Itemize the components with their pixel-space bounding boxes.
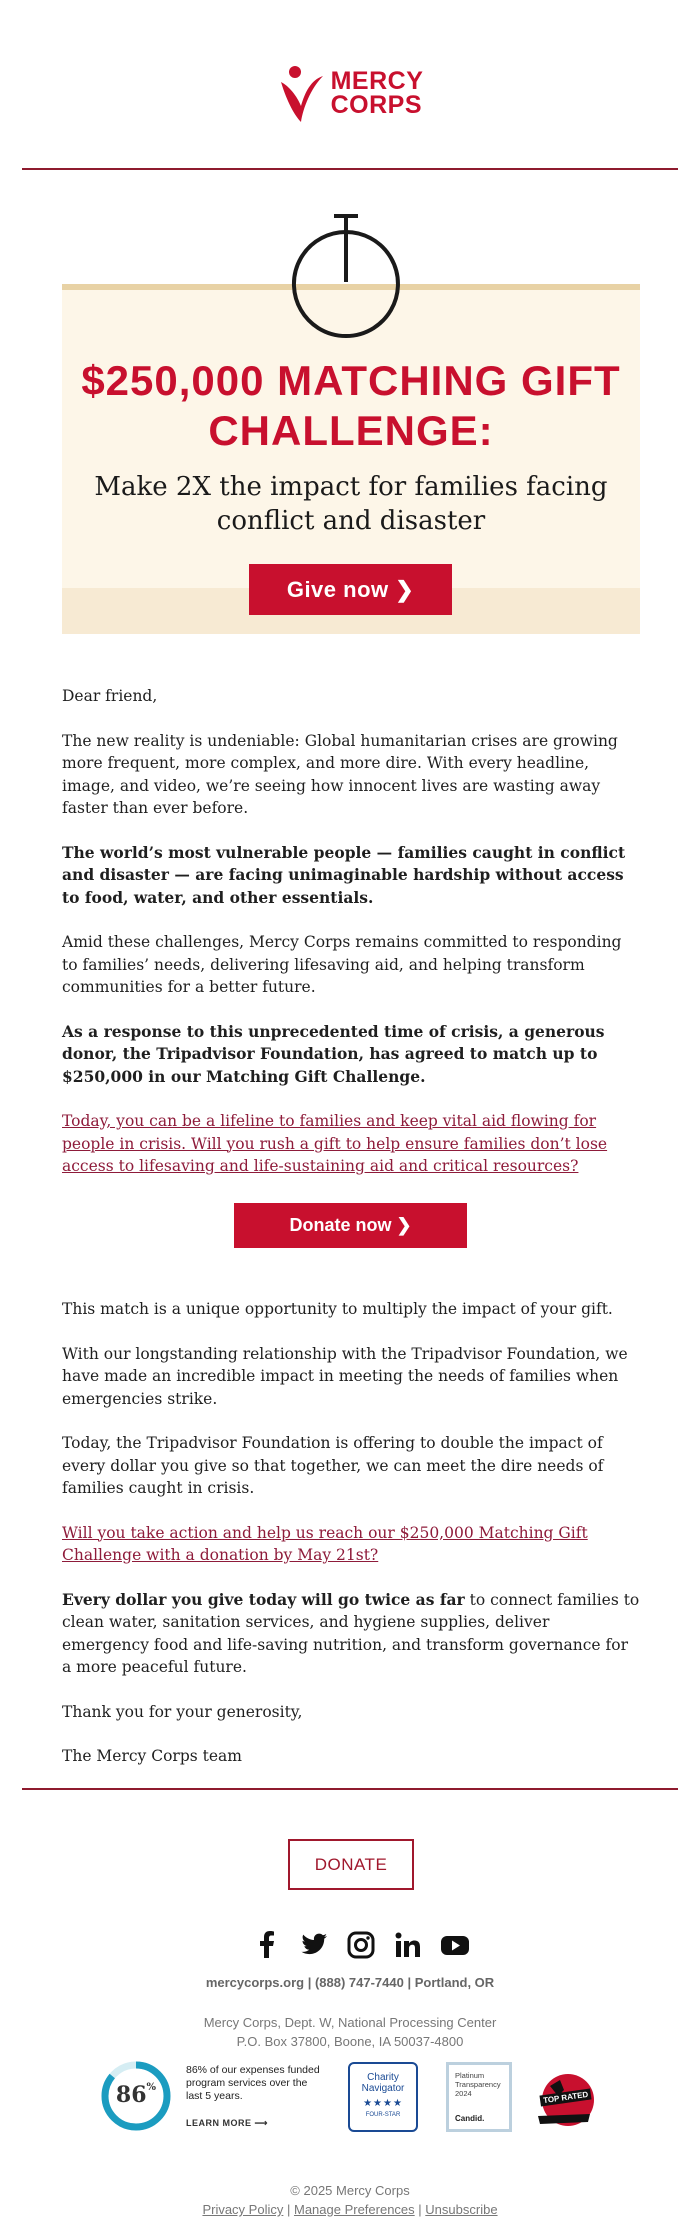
mailing-address bbox=[0, 2013, 700, 2051]
expense-ratio-percent-sign: % bbox=[146, 2082, 157, 2093]
paragraph-7: Today, the Tripadvisor Foundation is offering to double the impact of every dollar you give so that together, we can meet the dire needs of families caught in crisis. bbox=[62, 1434, 604, 1497]
letter-body-top bbox=[62, 685, 640, 1200]
signoff: The Mercy Corps team bbox=[62, 1747, 242, 1765]
cn-four-star-label: FOUR-STAR bbox=[365, 2112, 401, 2118]
top-rated-label: TOP RATED bbox=[539, 2088, 591, 2106]
linkedin-icon[interactable] bbox=[393, 1930, 423, 1960]
thank-you-line: Thank you for your generosity, bbox=[62, 1702, 303, 1721]
paragraph-8-bold: Every dollar you give today will go twice as far bbox=[62, 1589, 465, 1609]
hero-title: $250,000 MATCHING GIFT CHALLENGE: bbox=[81, 357, 621, 454]
separator: | bbox=[407, 1975, 415, 1990]
address-line-2: P.O. Box 37800, Boone, IA 50037-4800 bbox=[236, 2034, 464, 2049]
social-links bbox=[252, 1930, 470, 1960]
instagram-icon[interactable] bbox=[346, 1930, 376, 1960]
greeting: Dear friend, bbox=[62, 687, 158, 705]
charity-navigator-badge[interactable] bbox=[348, 2062, 418, 2132]
four-star-icon: ★★★★ bbox=[363, 2098, 403, 2109]
paragraph-2: The world’s most vulnerable people — families caught in conflict and disaster — are facing unimaginable hardship without access to food, water, and other essentials. bbox=[62, 842, 626, 907]
logo-line-1: MERCY bbox=[330, 67, 424, 95]
separator: | bbox=[418, 2202, 426, 2217]
candid-line-2: Transparency bbox=[455, 2080, 501, 2089]
learn-more-label: LEARN MORE bbox=[186, 2118, 252, 2128]
mercy-corps-logo-icon bbox=[277, 62, 325, 124]
footer-divider bbox=[22, 1788, 678, 1790]
donate-now-button[interactable]: Donate now ❯ bbox=[234, 1203, 467, 1248]
expense-ratio-value bbox=[100, 2082, 172, 2108]
facebook-icon[interactable] bbox=[252, 1930, 282, 1960]
phone-number[interactable]: (888) 747-7440 bbox=[314, 1975, 404, 1990]
expense-ratio-number: 86 bbox=[115, 2082, 147, 2108]
letter-body-bottom bbox=[62, 1298, 640, 1790]
give-now-button[interactable]: Give now ❯ bbox=[249, 564, 452, 615]
candid-line-1: Platinum bbox=[455, 2071, 485, 2080]
youtube-icon[interactable] bbox=[440, 1930, 470, 1960]
separator: | bbox=[307, 1975, 315, 1990]
separator: | bbox=[286, 2202, 294, 2217]
cn-line-2: Navigator bbox=[361, 2083, 405, 2094]
learn-more-link[interactable] bbox=[186, 2118, 268, 2129]
manage-preferences-link[interactable]: Manage Preferences bbox=[293, 2202, 415, 2217]
paragraph-5: This match is a unique opportunity to multiply the impact of your gift. bbox=[62, 1300, 613, 1318]
stopwatch-icon bbox=[290, 212, 410, 342]
city: Portland, OR bbox=[414, 1975, 495, 1990]
candid-logo: Candid. bbox=[455, 2114, 485, 2123]
contact-line bbox=[0, 1975, 700, 1990]
footer-donate-button[interactable]: DONATE bbox=[288, 1839, 414, 1890]
matching-challenge-link[interactable]: Will you take action and help us reach our $250,000 Matching Gift Challenge with a donation by May 21st? bbox=[62, 1523, 588, 1564]
paragraph-3: Amid these challenges, Mercy Corps remains committed to responding to families’ needs, delivering lifesaving aid, and helping transform communities for a better future. bbox=[62, 933, 622, 996]
hero-subtitle: Make 2X the impact for families facing conflict and disaster bbox=[94, 472, 608, 536]
legal-links bbox=[0, 2202, 700, 2217]
arrow-right-icon: ⟶ bbox=[254, 2118, 268, 2128]
copyright: © 2025 Mercy Corps bbox=[290, 2183, 410, 2198]
website-link[interactable]: mercycorps.org bbox=[205, 1975, 305, 1990]
paragraph-4: As a response to this unprecedented time of crisis, a generous donor, the Tripadvisor Foundation, has agreed to match up to $250,000 in our Matching Gift Challenge. bbox=[62, 1021, 605, 1086]
expense-ratio-text: 86% of our expenses funded program services over the last 5 years. bbox=[186, 2064, 320, 2102]
logo-line-2: CORPS bbox=[330, 91, 422, 119]
paragraph-6: With our longstanding relationship with the Tripadvisor Foundation, we have made an incredible impact in meeting the needs of families when emergencies strike. bbox=[62, 1344, 628, 1408]
paragraph-1: The new reality is undeniable: Global humanitarian crises are growing more frequent, more complex, and more dire. With every headline, image, and video, we’re seeing how innocent lives are wasting away faster than ever before. bbox=[62, 731, 618, 817]
mercy-corps-logo[interactable] bbox=[0, 62, 700, 124]
candid-line-3: 2024 bbox=[455, 2089, 472, 2098]
cn-line-1: Charity bbox=[367, 2072, 399, 2083]
address-line-1: Mercy Corps, Dept. W, National Processing Center bbox=[203, 2015, 497, 2030]
trust-badges bbox=[100, 2060, 620, 2150]
header-divider bbox=[22, 168, 678, 170]
candid-transparency-badge[interactable] bbox=[446, 2062, 512, 2132]
unsubscribe-link[interactable]: Unsubscribe bbox=[425, 2202, 498, 2217]
lifeline-donate-link[interactable]: Today, you can be a lifeline to families and keep vital aid flowing for people in crisis. Will you rush a gift to help ensure families don’t lose access to lifesaving and life-sustaining aid and critical resources? bbox=[62, 1112, 608, 1175]
privacy-policy-link[interactable]: Privacy Policy bbox=[202, 2202, 284, 2217]
charity-navigator-title bbox=[350, 2072, 416, 2094]
twitter-icon[interactable] bbox=[299, 1930, 329, 1960]
paragraph-8-rest: to connect families to clean water, sanitation services, and hygiene supplies, deliver emergency food and life-saving nutrition, and transform governance for a more peaceful future. bbox=[62, 1590, 640, 1676]
great-nonprofits-badge[interactable] bbox=[530, 2066, 600, 2132]
paragraph-8 bbox=[62, 1589, 640, 1679]
